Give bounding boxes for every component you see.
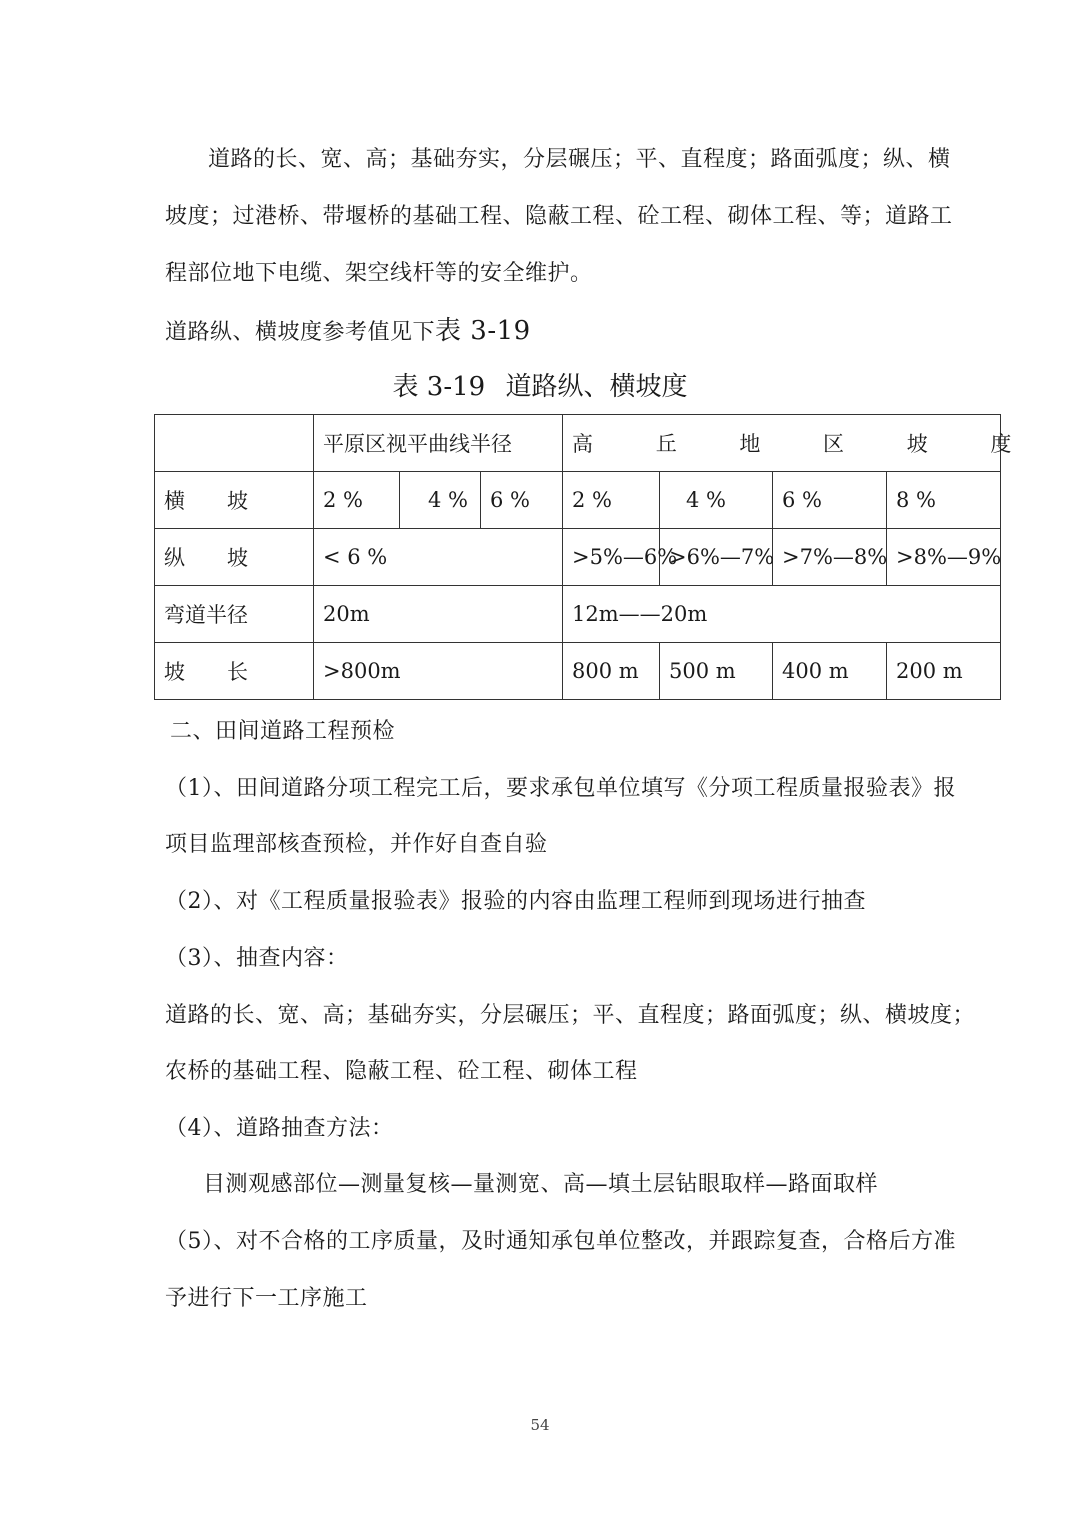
paragraph-line: （4）、道路抽查方法：: [165, 1116, 394, 1141]
table-cell: 200 m: [887, 643, 1001, 700]
table-cell: >800m: [314, 643, 563, 700]
table-header-plain: 平原区视平曲线半径: [314, 415, 563, 472]
table-cell: 400 m: [773, 643, 887, 700]
table-header-hill: 高 丘 地 区 坡 度: [563, 415, 1001, 472]
table-cell: 20m: [314, 586, 563, 643]
table-caption-title: 道路纵、横坡度: [505, 372, 688, 402]
table-cell: 4 %: [400, 472, 481, 529]
row-label: 坡 长: [155, 643, 314, 700]
table-cell: >6%—7%: [660, 529, 773, 586]
table-row: [155, 472, 1001, 529]
table-cell: 8 %: [887, 472, 1001, 529]
paragraph-line: 项目监理部核查预检，并作好自查自验: [165, 832, 548, 857]
page-number: 54: [530, 1416, 550, 1434]
paragraph-line: （2）、对《工程质量报验表》报验的内容由监理工程师到现场进行抽查: [165, 889, 866, 914]
table-cell: 6 %: [481, 472, 563, 529]
paragraph-line: 程部位地下电缆、架空线杆等的安全维护。: [165, 261, 593, 286]
table-cell: 500 m: [660, 643, 773, 700]
section-heading: 二、田间道路工程预检: [170, 719, 396, 744]
table-cell: >5%—6%: [563, 529, 660, 586]
table-header-blank: [155, 415, 314, 472]
table-cell: 800 m: [563, 643, 660, 700]
paragraph-line: 坡度；过港桥、带堰桥的基础工程、隐蔽工程、砼工程、砌体工程、等；道路工: [165, 204, 953, 229]
slope-table: [154, 414, 1040, 700]
table-cell: >8%—9%: [887, 529, 1001, 586]
table-cell: < 6 %: [314, 529, 563, 586]
table-cell: 12m——20m: [563, 586, 1001, 643]
paragraph-line: 道路的长、宽、高；基础夯实，分层碾压；平、直程度；路面弧度；纵、横: [208, 147, 951, 172]
table-row: [155, 643, 1001, 700]
table-cell: >7%—8%: [773, 529, 887, 586]
paragraph-line: （1）、田间道路分项工程完工后，要求承包单位填写《分项工程质量报验表》报: [165, 776, 956, 801]
table-reference-line: [165, 316, 531, 348]
row-label: 横 坡: [155, 472, 314, 529]
table-caption: [0, 370, 1080, 404]
paragraph-line: 予进行下一工序施工: [165, 1286, 368, 1311]
row-label: 弯道半径: [155, 586, 314, 643]
row-label: 纵 坡: [155, 529, 314, 586]
table-caption-number: 表 3-19: [392, 372, 486, 402]
paragraph-line: （3）、抽查内容：: [165, 946, 349, 971]
table-reference-number: 表 3-19: [435, 316, 531, 346]
paragraph-line: 目测观感部位—测量复核—量测宽、高—填土层钻眼取样—路面取样: [203, 1172, 879, 1197]
table-header-row: [155, 415, 1001, 472]
paragraph-line: 农桥的基础工程、隐蔽工程、砼工程、砌体工程: [165, 1059, 638, 1084]
table-cell: 6 %: [773, 472, 887, 529]
table-cell: 2 %: [314, 472, 400, 529]
table-cell: 4 %: [660, 472, 773, 529]
paragraph-line: （5）、对不合格的工序质量，及时通知承包单位整改，并跟踪复查，合格后方准: [165, 1229, 956, 1254]
table-reference-text: 道路纵、横坡度参考值见下: [165, 320, 436, 345]
table-row: [155, 529, 1001, 586]
table-row: [155, 586, 1001, 643]
table-cell: 2 %: [563, 472, 660, 529]
paragraph-line: 道路的长、宽、高；基础夯实，分层碾压；平、直程度；路面弧度；纵、横坡度；: [165, 1003, 976, 1028]
